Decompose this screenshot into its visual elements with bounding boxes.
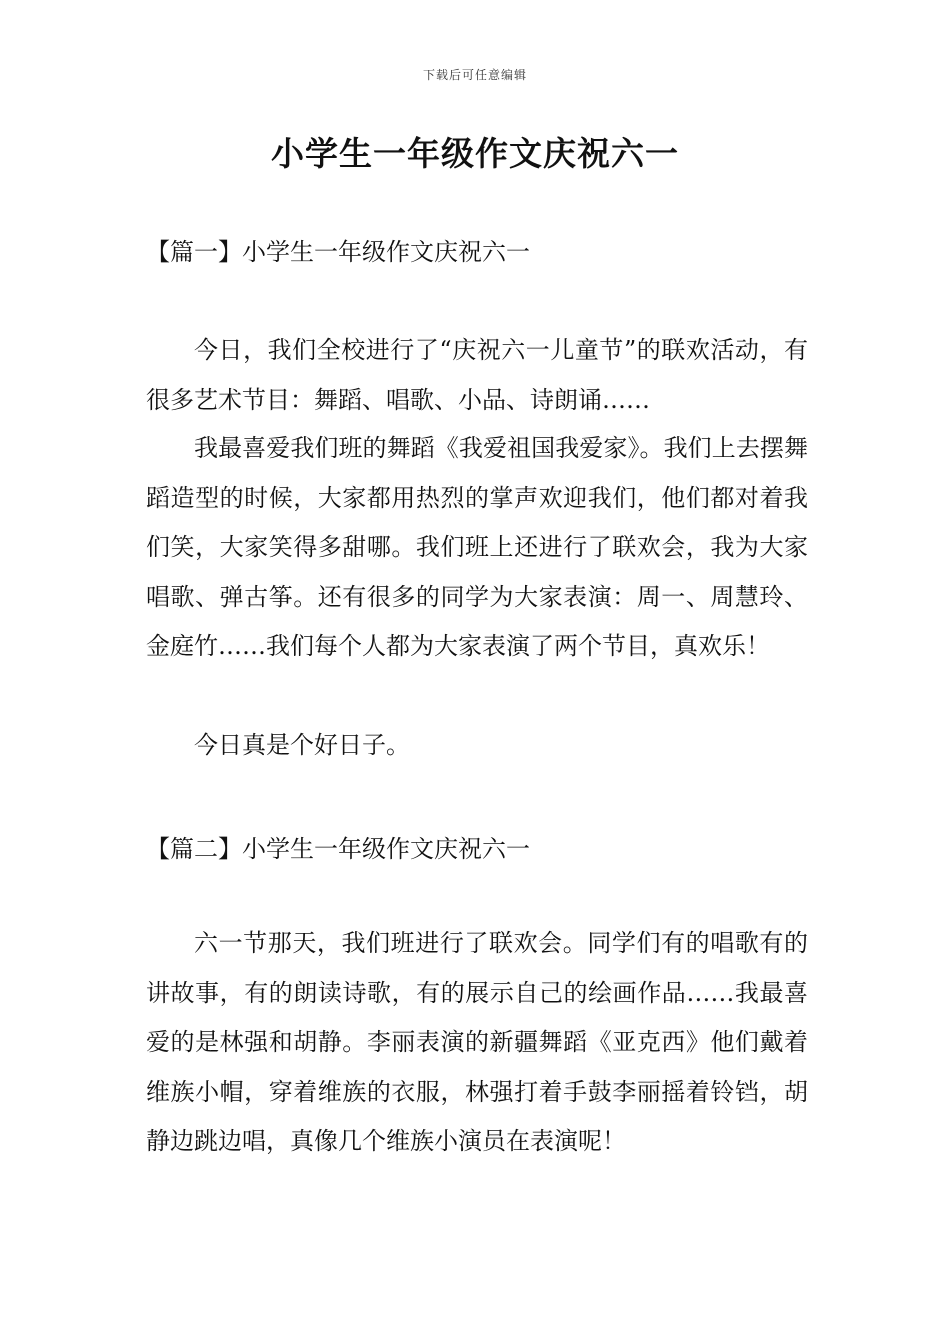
section-heading-1: 【篇一】小学生一年级作文庆祝六一 [146, 238, 530, 266]
paragraph: 六一节那天，我们班进行了联欢会。同学们有的唱歌有的讲故事，有的朗读诗歌，有的展示自己的绘画作品……我最喜爱的是林强和胡静。李丽表演的新疆舞蹈《亚克西》他们戴着维族小帽，穿着维族的衣服，林强打着手鼓李丽摇着铃铛，胡静边跳边唱，真像几个维族小演员在表演呢！ [146, 929, 808, 1155]
section-heading-2: 【篇二】小学生一年级作文庆祝六一 [146, 835, 530, 863]
document-title: 小学生一年级作文庆祝六一 [271, 134, 679, 173]
paragraph: 我最喜爱我们班的舞蹈《我爱祖国我爱家》。我们上去摆舞蹈造型的时候，大家都用热烈的掌声欢迎我们，他们都对着我们笑，大家笑得多甜哪。我们班上还进行了联欢会，我为大家唱歌、弹古筝。还有很多的同学为大家表演：周一、周慧玲、金庭竹……我们每个人都为大家表演了两个节目，真欢乐！ [146, 434, 808, 660]
paragraph: 今日真是个好日子。 [194, 731, 410, 759]
paragraph: 今日，我们全校进行了“庆祝六一儿童节”的联欢活动，有很多艺术节目：舞蹈、唱歌、小品、诗朗诵…… [146, 336, 808, 414]
header-note: 下载后可任意编辑 [422, 68, 527, 82]
